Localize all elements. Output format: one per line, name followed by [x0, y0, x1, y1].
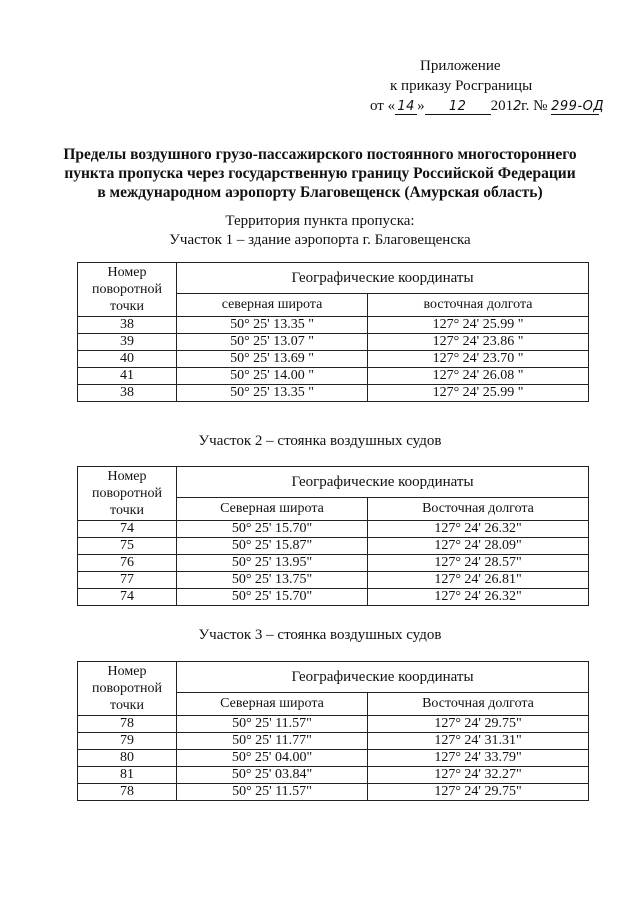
coordinates-table-3 [77, 661, 589, 801]
latitude-value: 50° 25' 13.35 " [177, 317, 368, 334]
handwritten-day: 14 [395, 99, 417, 115]
latitude-value: 50° 25' 11.57" [177, 716, 368, 733]
longitude-value: 127° 24' 26.32" [368, 589, 589, 606]
date-mid-1: » [417, 98, 425, 114]
table-row [78, 317, 589, 334]
point-number: 40 [78, 351, 177, 368]
handwritten-order-number: 299-ОД [551, 99, 605, 114]
section-1-title: Участок 1 – здание аэропорта г. Благовещенска [169, 232, 471, 248]
point-number: 81 [78, 767, 177, 784]
longitude-value: 127° 24' 23.86 " [368, 334, 589, 351]
latitude-value: 50° 25' 15.70" [177, 589, 368, 606]
appendix-date-line [340, 96, 605, 116]
coordinates-table-2 [77, 466, 589, 606]
year-prefix: 201 [490, 98, 514, 114]
title-line-2: пункта пропуска через государственную границу Российской Федерации [64, 165, 576, 182]
latitude-value: 50° 25' 11.57" [177, 784, 368, 801]
section-2-title: Участок 2 – стоянка воздушных судов [198, 433, 442, 449]
latitude-value: 50° 25' 13.07 " [177, 334, 368, 351]
table-row [78, 716, 589, 733]
date-prefix: от « [370, 98, 396, 114]
header-point-number: Номер поворотной точки [78, 263, 177, 317]
latitude-value: 50° 25' 03.84" [177, 767, 368, 784]
table-row [78, 385, 589, 402]
longitude-value: 127° 24' 23.70 " [368, 351, 589, 368]
document-title [40, 145, 600, 202]
header-point-number: Номер поворотной точки [78, 662, 177, 716]
longitude-value: 127° 24' 25.99 " [368, 385, 589, 402]
point-number: 79 [78, 733, 177, 750]
appendix-line-2: к приказу Росграницы [390, 78, 533, 94]
longitude-value: 127° 24' 29.75" [368, 716, 589, 733]
date-mid-2: г. № [521, 98, 548, 114]
latitude-value: 50° 25' 04.00" [177, 750, 368, 767]
longitude-value: 127° 24' 28.09" [368, 538, 589, 555]
latitude-value: 50° 25' 15.87" [177, 538, 368, 555]
longitude-value: 127° 24' 26.32" [368, 521, 589, 538]
point-number: 38 [78, 385, 177, 402]
table-row [78, 368, 589, 385]
table-row [78, 572, 589, 589]
longitude-value: 127° 24' 29.75" [368, 784, 589, 801]
header-geo-coordinates: Географические координаты [177, 263, 589, 294]
appendix-line-1: Приложение [420, 58, 501, 74]
latitude-value: 50° 25' 13.75" [177, 572, 368, 589]
point-number: 75 [78, 538, 177, 555]
header-longitude: восточная долгота [368, 294, 589, 317]
handwritten-year-digit: 2 [513, 99, 522, 114]
territory-heading: Территория пункта пропуска: [225, 213, 415, 229]
point-number: 78 [78, 716, 177, 733]
header-geo-coordinates: Географические координаты [177, 467, 589, 498]
longitude-value: 127° 24' 25.99 " [368, 317, 589, 334]
table-row [78, 767, 589, 784]
point-number: 39 [78, 334, 177, 351]
point-number: 41 [78, 368, 177, 385]
point-number: 77 [78, 572, 177, 589]
table-row [78, 521, 589, 538]
coordinates-table-1 [77, 262, 589, 402]
latitude-value: 50° 25' 13.35 " [177, 385, 368, 402]
table-row [78, 351, 589, 368]
point-number: 38 [78, 317, 177, 334]
longitude-value: 127° 24' 26.81" [368, 572, 589, 589]
point-number: 80 [78, 750, 177, 767]
table-row [78, 750, 589, 767]
point-number: 76 [78, 555, 177, 572]
latitude-value: 50° 25' 13.69 " [177, 351, 368, 368]
header-latitude: Северная широта [177, 498, 368, 521]
longitude-value: 127° 24' 28.57" [368, 555, 589, 572]
point-number: 74 [78, 589, 177, 606]
longitude-value: 127° 24' 31.31" [368, 733, 589, 750]
header-longitude: Восточная долгота [368, 693, 589, 716]
table-row [78, 733, 589, 750]
territory-block [40, 212, 600, 250]
header-geo-coordinates: Географические координаты [177, 662, 589, 693]
title-line-1: Пределы воздушного грузо-пассажирского постоянного многостороннего [63, 146, 577, 163]
latitude-value: 50° 25' 14.00 " [177, 368, 368, 385]
table-row [78, 589, 589, 606]
table-row [78, 538, 589, 555]
table-row [78, 784, 589, 801]
longitude-value: 127° 24' 33.79" [368, 750, 589, 767]
handwritten-month: 12 [425, 99, 491, 115]
header-latitude: северная широта [177, 294, 368, 317]
appendix-block [340, 56, 605, 116]
point-number: 74 [78, 521, 177, 538]
latitude-value: 50° 25' 13.95" [177, 555, 368, 572]
longitude-value: 127° 24' 32.27" [368, 767, 589, 784]
longitude-value: 127° 24' 26.08 " [368, 368, 589, 385]
header-latitude: Северная широта [177, 693, 368, 716]
latitude-value: 50° 25' 11.77" [177, 733, 368, 750]
latitude-value: 50° 25' 15.70" [177, 521, 368, 538]
table-row [78, 334, 589, 351]
point-number: 78 [78, 784, 177, 801]
title-line-3: в международном аэропорту Благовещенск (Амурская область) [97, 184, 543, 201]
table-row [78, 555, 589, 572]
header-longitude: Восточная долгота [368, 498, 589, 521]
header-point-number: Номер поворотной точки [78, 467, 177, 521]
section-3-title: Участок 3 – стоянка воздушных судов [198, 627, 442, 643]
